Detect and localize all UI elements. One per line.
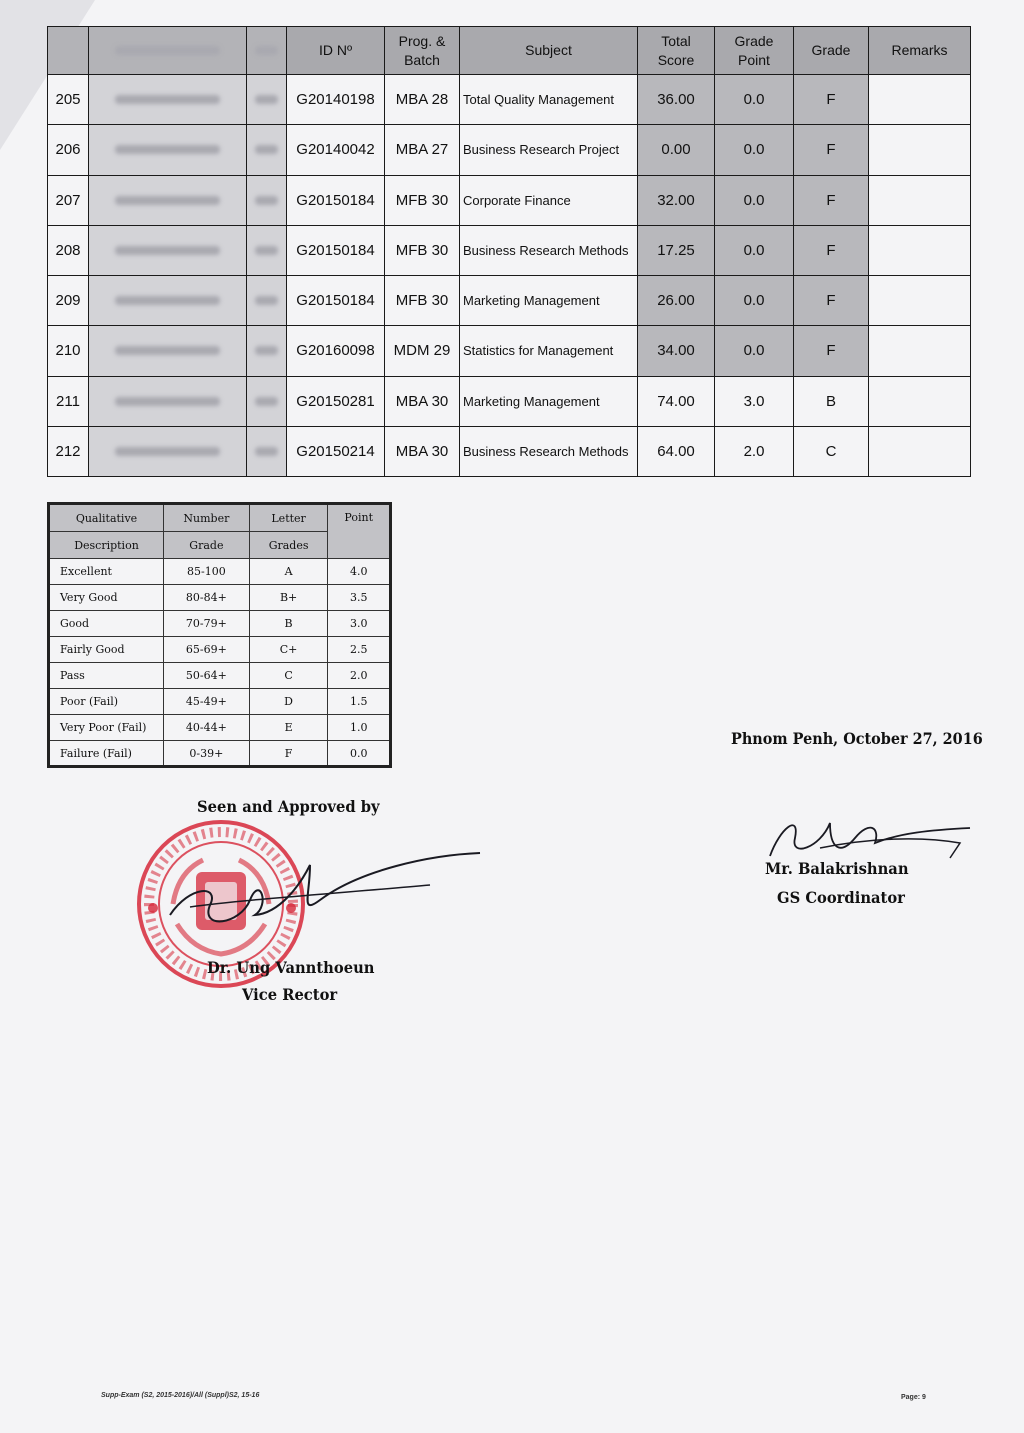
cell-name-redacted xyxy=(89,326,247,376)
scale-row xyxy=(49,585,391,611)
cell-prog: MDM 29 xyxy=(385,326,460,376)
header-grade: Grade xyxy=(794,27,869,75)
header-gp-line1: Grade xyxy=(734,32,774,49)
cell-remarks xyxy=(869,426,971,476)
cell-id: G20150184 xyxy=(287,175,385,225)
cell-grade: C xyxy=(794,426,869,476)
scale-letter: B xyxy=(249,611,328,637)
cell-remarks xyxy=(869,276,971,326)
table-row xyxy=(48,125,971,175)
redacted-text xyxy=(115,196,221,205)
header-total xyxy=(638,27,715,75)
cell-no: 210 xyxy=(48,326,89,376)
redacted-text xyxy=(115,346,221,355)
cell-id: G20150184 xyxy=(287,276,385,326)
scale-desc: Excellent xyxy=(49,559,164,585)
scale-desc: Very Good xyxy=(49,585,164,611)
scale-desc: Poor (Fail) xyxy=(49,689,164,715)
header-gp-line2: Point xyxy=(738,51,770,68)
scale-point: 0.0 xyxy=(328,741,391,767)
cell-grade: B xyxy=(794,376,869,426)
cell-subject: Corporate Finance xyxy=(460,175,638,225)
page-number: Page: 9 xyxy=(901,1394,926,1401)
cell-no: 212 xyxy=(48,426,89,476)
redacted-text xyxy=(115,397,221,406)
redacted-text xyxy=(255,95,278,104)
scale-row xyxy=(49,741,391,767)
scale-body xyxy=(49,559,391,767)
scale-point: 3.0 xyxy=(328,611,391,637)
cell-remarks xyxy=(869,125,971,175)
results-body xyxy=(48,75,971,477)
scale-header-letter-2: Grades xyxy=(249,532,328,559)
cell-grade-point: 0.0 xyxy=(715,175,794,225)
table-row xyxy=(48,276,971,326)
vice-rector-title: Vice Rector xyxy=(242,985,338,1004)
cell-total-score: 36.00 xyxy=(638,75,715,125)
scale-header-letter-1: Letter xyxy=(249,504,328,532)
issue-date: Phnom Penh, October 27, 2016 xyxy=(731,729,983,748)
cell-no: 209 xyxy=(48,276,89,326)
scale-desc: Fairly Good xyxy=(49,637,164,663)
cell-name-redacted xyxy=(89,175,247,225)
redacted-text xyxy=(115,296,221,305)
scale-point: 1.5 xyxy=(328,689,391,715)
redacted-text xyxy=(255,196,278,205)
redacted-text xyxy=(255,397,278,406)
cell-grade-point: 0.0 xyxy=(715,276,794,326)
cell-id: G20150281 xyxy=(287,376,385,426)
cell-prog: MBA 30 xyxy=(385,376,460,426)
redacted-text xyxy=(255,346,278,355)
cell-prog: MFB 30 xyxy=(385,175,460,225)
cell-no: 206 xyxy=(48,125,89,175)
table-row xyxy=(48,75,971,125)
vice-rector-signature-icon xyxy=(160,845,490,935)
cell-total-score: 64.00 xyxy=(638,426,715,476)
header-subject: Subject xyxy=(460,27,638,75)
scale-point: 3.5 xyxy=(328,585,391,611)
cell-total-score: 0.00 xyxy=(638,125,715,175)
scale-row xyxy=(49,663,391,689)
cell-id: G20150214 xyxy=(287,426,385,476)
scale-desc: Pass xyxy=(49,663,164,689)
header-id: ID Nº xyxy=(287,27,385,75)
cell-total-score: 26.00 xyxy=(638,276,715,326)
cell-id: G20140042 xyxy=(287,125,385,175)
scale-point: 1.0 xyxy=(328,715,391,741)
cell-subject: Business Research Methods xyxy=(460,426,638,476)
scale-header-point: Point xyxy=(328,504,391,559)
redacted-text xyxy=(255,447,278,456)
scale-row xyxy=(49,637,391,663)
scale-header-num-1: Number xyxy=(164,504,250,532)
cell-name-redacted xyxy=(89,376,247,426)
cell-subject: Marketing Management xyxy=(460,376,638,426)
approved-label: Seen and Approved by xyxy=(197,797,380,816)
blurred-header-name xyxy=(115,46,221,55)
scale-letter: C+ xyxy=(249,637,328,663)
cell-name-redacted xyxy=(89,225,247,275)
scale-range: 40-44+ xyxy=(164,715,250,741)
cell-name-redacted xyxy=(89,426,247,476)
cell-subject: Business Research Project xyxy=(460,125,638,175)
scale-point: 4.0 xyxy=(328,559,391,585)
cell-total-score: 74.00 xyxy=(638,376,715,426)
header-grade-point xyxy=(715,27,794,75)
scale-range: 65-69+ xyxy=(164,637,250,663)
scale-header-num-2: Grade xyxy=(164,532,250,559)
scale-letter: A xyxy=(249,559,328,585)
cell-remarks xyxy=(869,175,971,225)
grading-scale-table xyxy=(47,502,392,768)
scale-letter: B+ xyxy=(249,585,328,611)
cell-name-redacted xyxy=(89,125,247,175)
scale-desc: Good xyxy=(49,611,164,637)
header-sex xyxy=(247,27,287,75)
table-row xyxy=(48,175,971,225)
cell-total-score: 32.00 xyxy=(638,175,715,225)
cell-remarks xyxy=(869,326,971,376)
cell-no: 211 xyxy=(48,376,89,426)
scale-row xyxy=(49,689,391,715)
redacted-text xyxy=(255,246,278,255)
table-header-row xyxy=(48,27,971,75)
vice-rector-name: Dr. Ung Vannthoeun xyxy=(207,958,375,977)
cell-remarks xyxy=(869,225,971,275)
scale-header-qual-1: Qualitative xyxy=(49,504,164,532)
cell-grade-point: 2.0 xyxy=(715,426,794,476)
redacted-text xyxy=(115,145,221,154)
header-prog xyxy=(385,27,460,75)
cell-sex-redacted xyxy=(247,326,287,376)
redacted-text xyxy=(115,246,221,255)
cell-id: G20140198 xyxy=(287,75,385,125)
cell-grade: F xyxy=(794,225,869,275)
cell-grade: F xyxy=(794,276,869,326)
cell-id: G20150184 xyxy=(287,225,385,275)
table-row xyxy=(48,225,971,275)
redacted-text xyxy=(115,95,221,104)
cell-subject: Statistics for Management xyxy=(460,326,638,376)
table-row xyxy=(48,426,971,476)
scale-range: 70-79+ xyxy=(164,611,250,637)
redacted-text xyxy=(115,447,221,456)
cell-total-score: 17.25 xyxy=(638,225,715,275)
cell-no: 205 xyxy=(48,75,89,125)
scale-letter: D xyxy=(249,689,328,715)
blurred-header-sex xyxy=(255,46,278,55)
cell-grade-point: 0.0 xyxy=(715,326,794,376)
header-prog-line2: Batch xyxy=(404,51,440,68)
cell-grade-point: 0.0 xyxy=(715,75,794,125)
scale-point: 2.0 xyxy=(328,663,391,689)
table-row xyxy=(48,326,971,376)
scale-point: 2.5 xyxy=(328,637,391,663)
cell-subject: Business Research Methods xyxy=(460,225,638,275)
scale-range: 80-84+ xyxy=(164,585,250,611)
cell-remarks xyxy=(869,75,971,125)
scale-range: 0-39+ xyxy=(164,741,250,767)
cell-grade: F xyxy=(794,326,869,376)
header-prog-line1: Prog. & xyxy=(398,32,446,49)
cell-prog: MFB 30 xyxy=(385,276,460,326)
cell-sex-redacted xyxy=(247,376,287,426)
cell-id: G20160098 xyxy=(287,326,385,376)
header-total-line1: Total xyxy=(661,32,691,49)
redacted-text xyxy=(255,296,278,305)
cell-sex-redacted xyxy=(247,125,287,175)
cell-sex-redacted xyxy=(247,75,287,125)
scale-range: 45-49+ xyxy=(164,689,250,715)
cell-grade-point: 3.0 xyxy=(715,376,794,426)
scale-letter: C xyxy=(249,663,328,689)
cell-name-redacted xyxy=(89,75,247,125)
cell-prog: MBA 28 xyxy=(385,75,460,125)
cell-prog: MBA 27 xyxy=(385,125,460,175)
cell-total-score: 34.00 xyxy=(638,326,715,376)
cell-subject: Total Quality Management xyxy=(460,75,638,125)
cell-sex-redacted xyxy=(247,175,287,225)
results-table xyxy=(47,26,971,477)
header-no xyxy=(48,27,89,75)
footer-reference: Supp-Exam (S2, 2015-2016)/All (Suppl)S2, 15-16 xyxy=(101,1392,260,1399)
scale-desc: Failure (Fail) xyxy=(49,741,164,767)
cell-grade: F xyxy=(794,125,869,175)
cell-grade-point: 0.0 xyxy=(715,125,794,175)
cell-prog: MBA 30 xyxy=(385,426,460,476)
scale-letter: E xyxy=(249,715,328,741)
cell-sex-redacted xyxy=(247,225,287,275)
scale-letter: F xyxy=(249,741,328,767)
redacted-text xyxy=(255,145,278,154)
scale-range: 85-100 xyxy=(164,559,250,585)
cell-no: 207 xyxy=(48,175,89,225)
cell-no: 208 xyxy=(48,225,89,275)
scale-row xyxy=(49,611,391,637)
cell-sex-redacted xyxy=(247,426,287,476)
table-row xyxy=(48,376,971,426)
scale-desc: Very Poor (Fail) xyxy=(49,715,164,741)
cell-remarks xyxy=(869,376,971,426)
cell-grade: F xyxy=(794,175,869,225)
coordinator-title: GS Coordinator xyxy=(777,888,905,907)
cell-subject: Marketing Management xyxy=(460,276,638,326)
scale-range: 50-64+ xyxy=(164,663,250,689)
header-remarks: Remarks xyxy=(869,27,971,75)
cell-grade-point: 0.0 xyxy=(715,225,794,275)
cell-sex-redacted xyxy=(247,276,287,326)
scale-row xyxy=(49,559,391,585)
header-name xyxy=(89,27,247,75)
cell-grade: F xyxy=(794,75,869,125)
scale-row xyxy=(49,715,391,741)
coordinator-name: Mr. Balakrishnan xyxy=(765,859,909,878)
cell-name-redacted xyxy=(89,276,247,326)
header-total-line2: Score xyxy=(657,51,695,68)
scale-header-qual-2: Description xyxy=(49,532,164,559)
cell-prog: MFB 30 xyxy=(385,225,460,275)
scale-header-row-1 xyxy=(49,504,391,532)
